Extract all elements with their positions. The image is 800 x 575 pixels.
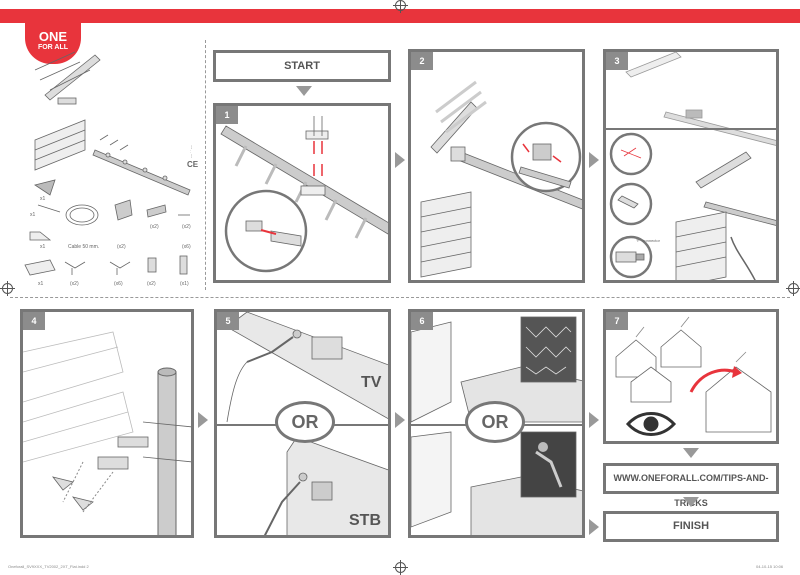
part-qty-11: (x2) (147, 281, 156, 287)
brand-logo-line2: FOR ALL (37, 44, 69, 51)
step-1-number: 1 (216, 106, 238, 124)
right-arrow-6-finish (589, 519, 599, 535)
part-qty-6: (x2) (182, 224, 191, 230)
step-5-number: 5 (217, 312, 239, 330)
registration-mark-right-icon (788, 283, 799, 294)
right-arrow-4-5 (198, 412, 208, 428)
step-1-panel (213, 103, 391, 283)
step-2-illustration (411, 52, 585, 283)
step-2-number: 2 (411, 52, 433, 70)
finish-label (603, 511, 779, 542)
step-3-panel (603, 49, 779, 283)
tips-url-link[interactable] (603, 463, 779, 508)
part-qty-3: x1 (40, 244, 46, 250)
fold-line-vertical (205, 40, 206, 290)
f-connector-label: "F" connector (636, 238, 660, 243)
step-7-number: 7 (606, 312, 628, 330)
part-qty-2: x1 (30, 212, 36, 218)
eye-icon (628, 414, 674, 435)
start-label (213, 50, 391, 82)
part-qty-9: (x2) (70, 281, 79, 287)
footer-left: Oneforall_SV9XXX_TV2002_2XT_Flat.indd 2 (8, 564, 89, 569)
ce-mark: CE (187, 160, 199, 169)
down-arrow-7 (683, 448, 699, 458)
part-qty-10: (x6) (114, 281, 123, 287)
step-4-illustration (23, 312, 194, 538)
right-arrow-5-6 (395, 412, 405, 428)
part-qty-12: (x1) (180, 281, 189, 287)
step-3-illustration (606, 52, 779, 283)
part-qty-1: x1 (40, 196, 46, 202)
or-badge-1: OR (275, 401, 335, 443)
registration-mark-top-icon (395, 0, 406, 11)
brand-logo-line1: ONE (38, 29, 68, 44)
part-qty-7: (x6) (182, 244, 191, 250)
step-2-panel (408, 49, 585, 283)
tv-label: TV (361, 374, 382, 391)
part-qty-4: (x2) (117, 244, 126, 250)
or-badge-2: OR (465, 401, 525, 443)
parts-illustration (0, 0, 205, 297)
fold-line-horizontal (10, 297, 790, 298)
down-arrow-start (296, 86, 312, 96)
stb-label: STB (349, 512, 381, 529)
legal-text-block: --- ·· --- (188, 145, 193, 158)
right-arrow-2-3 (589, 152, 599, 168)
part-qty-5: (x2) (150, 224, 159, 230)
part-qty-8: x1 (38, 281, 44, 287)
start-text: START (284, 60, 320, 72)
right-arrow-1-2 (395, 152, 405, 168)
right-arrow-6-7 (589, 412, 599, 428)
tips-url-text: WWW.ONEFORALL.COM/TIPS-AND-TRICKS (613, 473, 769, 508)
step-4-number: 4 (23, 312, 45, 330)
step-6-number: 6 (411, 312, 433, 330)
cable-length-label: Cable 50 mm. (68, 244, 100, 250)
finish-text: FINISH (672, 520, 710, 532)
step-4-panel (20, 309, 194, 538)
registration-mark-bottom-icon (395, 562, 406, 573)
step-7-illustration (606, 312, 779, 444)
step-3-number: 3 (606, 52, 628, 70)
step-7-panel (603, 309, 779, 444)
step-1-illustration (216, 106, 391, 283)
down-arrow-url (683, 497, 699, 507)
footer-right: 04-10-15 10:06 (756, 564, 784, 569)
